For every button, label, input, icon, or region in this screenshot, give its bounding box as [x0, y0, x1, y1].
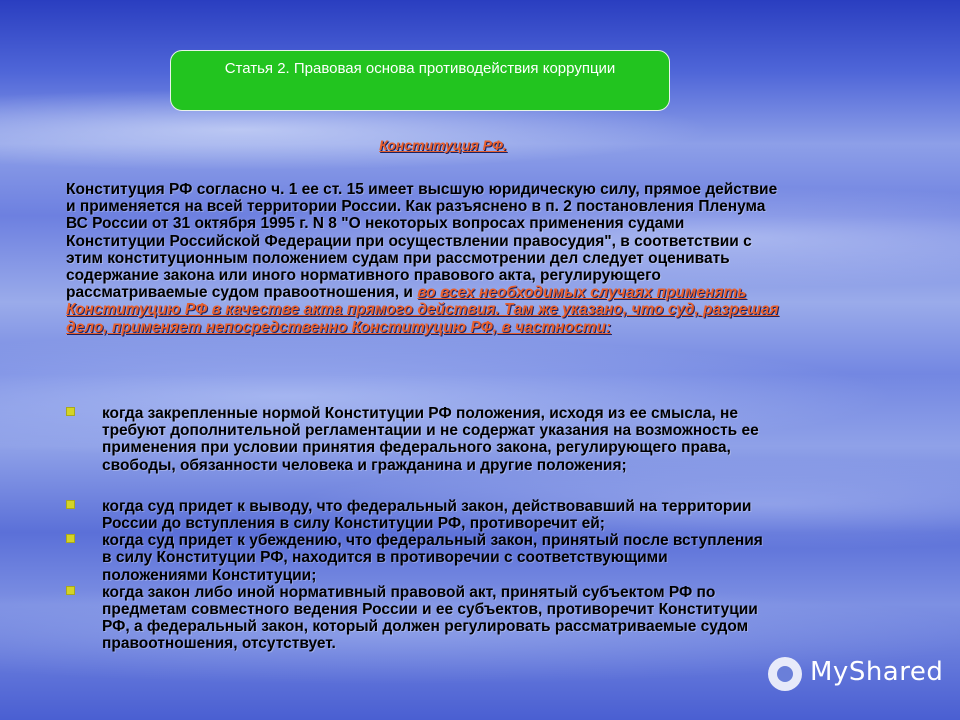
watermark-text: MyShared — [810, 657, 944, 687]
bullet-list — [66, 405, 766, 653]
paragraph-link[interactable]: во всех необходимых случаях применять Конституцию РФ в качестве акта прямого действия. Там же указано, что суд, разрешая дело, применяет непосредственно Конституцию РФ, в частности: — [66, 284, 779, 336]
bullet-text: когда закрепленные нормой Конституции РФ положения, исходя из ее смысла, не требуют дополнительной регламентации и не содержат указания на возможность ее применения при условии принятия федерального закона, регулирующего права, свободы, обязанности человека и гражданина и другие положения; — [102, 405, 759, 474]
paragraph-text: Конституция РФ согласно ч. 1 ее ст. 15 имеет высшую юридическую силу, прямое действие и применяется на всей территории России. Как разъяснено в п. 2 постановления Пленума ВС России от 31 октября 1995 г. N 8 "О некоторых вопросах применения судами Конституции Российской Федерации при осуществлении правосудия", в соответствии с этим конституционным положением судам при рассмотрении дел следует оценивать содержание закона или иного нормативного правового акта, регулирующего рассматриваемые судом правоотношения, и — [66, 181, 778, 302]
bullet-icon — [66, 534, 75, 543]
watermark — [768, 655, 948, 695]
list-item — [66, 532, 766, 584]
bullet-icon — [66, 500, 75, 509]
myshared-logo-icon — [768, 657, 802, 691]
bullet-icon — [66, 407, 75, 416]
list-item — [66, 498, 766, 532]
bullet-text: когда закон либо иной нормативный правовой акт, принятый субъектом РФ по предметам совместного ведения России и ее субъектов, противоречит Конституции РФ, а федеральный закон, который должен регулировать рассматриваемые судом правоотношения, отсутствует. — [102, 583, 758, 653]
bullet-text: когда суд придет к выводу, что федеральный закон, действовавший на территории России до вступления в силу Конституции РФ, противоречит ей; — [102, 497, 752, 533]
list-item — [66, 584, 766, 653]
slide-title: Статья 2. Правовая основа противодействия коррупции — [170, 50, 670, 111]
main-paragraph — [66, 181, 786, 336]
bullet-icon — [66, 586, 75, 595]
list-item — [66, 405, 766, 474]
bullet-text: когда суд придет к убеждению, что федеральный закон, принятый после вступления в силу Конституции РФ, находится в противоречии с соответствующими положениями Конституции; — [102, 532, 763, 584]
subheading-link[interactable]: Конституция РФ. — [379, 137, 507, 153]
